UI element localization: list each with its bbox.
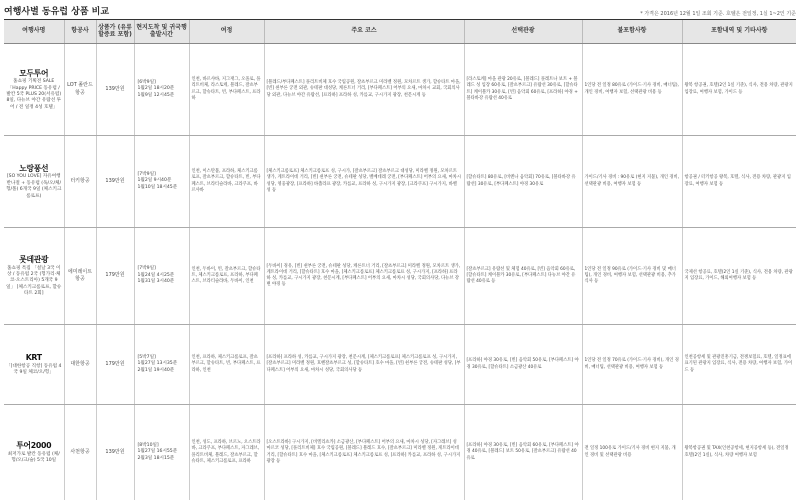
optional-text: [라스토케] 마을 관광 20유로, [블레드] 플레트나 보트 + 블레드 성 입장 60유로, [잘츠부르크] 유람선 30유로, [할슈타트] 케이블카 30유로, [빈] 음악회 60유로, [프라하] 야경 + 블타바강 유람선 40유로 — [466, 77, 578, 101]
course-text: [프라하] 프라하 성, 카를교, 구시가지 광장, 천문시계, [체스키크롬로프] 체스키크롬로프 성, 구시가지, [잘츠부르크] 미라벨 정원, 호헨잘츠부르크 성, [할슈타트] 호수 마을, [빈] 쇤부른 궁전, 슈테판 성당, [부다페스트] 어부의 요새, 마차시 성당, 국회의사당 등 — [266, 355, 461, 373]
product-name: 홈쇼핑 기획전 SALE 「Happy PRICE 동유럽 / 발칸 5국 PLUS 20(서유럽) 8일, 다뉴브 야간 유람선 투어 / 전 일정 4성 호텔」 — [6, 79, 62, 110]
schedule-duration: [8박10일] — [137, 442, 159, 448]
airline-cell: LOT 폴란드항공 — [64, 44, 96, 136]
table-row — [4, 325, 796, 405]
schedule-arrival: 1월2일 18시20분 — [137, 86, 175, 92]
itinerary-text: 인천, 이스탄불, 프라하, 체스키크롬로프, 잘츠부르크, 할슈타트, 빈, 부다페스트, 브라티슬라바, 크라쿠프, 바르샤바 — [191, 169, 261, 193]
itinerary-cell — [189, 405, 264, 500]
excluded-text: 가이드/기사 경비 : 90유로 (현지 지불), 개인 경비, 선택관광 비용, 여행자 보험 등 — [584, 175, 680, 187]
course-text: [블레드/부다페스트] 플리트비체 호수 국립공원, 잘츠부르크 미라벨 정원, 모차르트 생가, 할슈타트 마을, [빈] 쇤부른 궁전 외관, 슈테판 대성당, 케른트너 거리, [부다페스트] 어부의 요새, 마차시 교회, 국회의사당 외관, 다뉴브 야간 유람선, [프라하] 프라하 성, 카를교, 구시가지 광장, 천문시계 등 — [266, 80, 461, 98]
price-cell: 179만원 — [96, 228, 134, 325]
table-row — [4, 44, 796, 136]
schedule-duration: [6박9일] — [137, 79, 156, 85]
product-name: [SO YOU LOVE] 자유여행 반나절 + 동유럽 (독/오/체/헝/폴) 6개국 9일 (체스키크롬로프) — [6, 174, 62, 199]
schedule-cell — [134, 405, 189, 500]
included-text: 항공권 / 터키항공 왕복, 호텔, 식사, 전용 차량, 관광지 입장료, 여행자 보험 등 — [684, 175, 791, 187]
travel-agency-cell — [4, 405, 64, 500]
travel-agency-name: 롯데관광 — [19, 255, 49, 265]
included-text: 인천공항세 및 관광진흥기금, 전쟁보험료, 호텔, 일정표에 표기된 관광지 입장료, 식사, 전용 차량, 여행자 보험, 가이드 등 — [684, 355, 793, 373]
price-cell: 139만원 — [96, 136, 134, 228]
excluded-text: 1인당 전 일정 80유로 (가이드·기사 경비, 매너팁), 개인 경비, 여행자 보험, 선택관광 비용 등 — [584, 83, 679, 95]
schedule-arrival: 1월27일 16시55분 — [137, 449, 178, 455]
schedule-arrival: 1월24일 4시25분 — [137, 272, 175, 278]
schedule-cell — [134, 228, 189, 325]
excluded-cell — [582, 228, 682, 325]
airline-cell: 대한항공 — [64, 325, 96, 405]
included-cell — [682, 405, 796, 500]
product-name: 최저가로 발칸 동유럽 (체/헝/오/크/슬) 5국 10일 — [7, 451, 60, 464]
itinerary-text: 인천, 성도, 프라하, 브르노, 오스트라바, 크라쿠프, 부다페스트, 자그레브, 플리트비체, 블레드, 잘츠부르크, 할슈타트, 체스키크롬로프, 프라하 — [191, 440, 261, 464]
header-price: 상품가 (유류할증료 포함) — [96, 20, 134, 44]
optional-cell — [464, 405, 582, 500]
price-note: * 가격은 2016년 12월 1일 조회 기준. 호텔은 전일정, 1실 1~2인 기준 — [640, 11, 796, 17]
course-text: [오스트라바] 구시가지, [비엘리츠카] 소금광산, [부다페스트] 어부의 요새, 마차시 성당, [자그레브] 성 마르코 성당, [플리트비체] 호수 국립공원, [블레드] 블레드 호수, [잘츠부르크] 미라벨 정원, 게트라이데 거리, [할슈타트] 호수 마을, [체스키크롬로프] 체스키크롬로프 성, [프라하] 카를교, 프라하 성, 구시가지 광장 등 — [266, 440, 461, 464]
itinerary-cell — [189, 228, 264, 325]
airline-cell: 사천항공 — [64, 405, 96, 500]
travel-agency-cell — [4, 228, 64, 325]
course-cell — [264, 405, 464, 500]
included-text: 왕복항공권 및 TAX(인천공항세, 현지공항세 등), 전일정 호텔(2인 1실), 식사, 차량 여행자 보험 — [684, 446, 789, 458]
header-main-course: 주요 코스 — [264, 20, 464, 44]
travel-agency-name: 노랑풍선 — [19, 164, 49, 173]
optional-text: [프라하] 야경 30유로, [빈] 음악회 60유로, [부다페스트] 야경 40유로, [블레드] 보트 50유로, [잘츠부르크] 유람선 40유로 — [466, 443, 579, 461]
header-schedule: 현지도착 및 귀국행 출발시간 — [134, 20, 189, 44]
price-cell: 139만원 — [96, 44, 134, 136]
schedule-cell — [134, 325, 189, 405]
schedule-cell — [134, 44, 189, 136]
included-cell — [682, 44, 796, 136]
header-excluded: 불포함사항 — [582, 20, 682, 44]
itinerary-cell — [189, 325, 264, 405]
header-travel-agency: 여행사명 — [4, 20, 64, 44]
header-airline: 항공사 — [64, 20, 96, 44]
included-cell — [682, 136, 796, 228]
table-row — [4, 405, 796, 500]
title-row — [4, 4, 796, 17]
product-name: 홈쇼핑 특집 「설날 3국 이상 / 동유럽 2국 (헝가리·체코·오스트리아) 5개국 9일」 [체스키크롬로프, 할슈타트 2회] — [6, 265, 62, 297]
course-cell — [264, 136, 464, 228]
optional-text: [프라하] 야경 30유로, [빈] 음악회 50유로, [부다페스트] 야경 30유로, [할슈타트] 소금광산 40유로 — [466, 358, 579, 370]
schedule-departure: 2월1일 19시40분 — [137, 367, 175, 373]
included-cell — [682, 228, 796, 325]
itinerary-text: 인천, 바르샤바, 지그재그, 오올로, 플리트비체, 라스토케, 블레드, 잘츠부르크, 할슈타트, 빈, 부다페스트, 프라하 — [191, 77, 261, 101]
schedule-departure: 1월10일 18시45분 — [137, 184, 178, 190]
price-cell: 139만원 — [96, 405, 134, 500]
header-included: 포함내역 및 기타사항 — [682, 20, 796, 44]
travel-agency-cell — [4, 44, 64, 136]
optional-cell — [464, 44, 582, 136]
excluded-cell — [582, 325, 682, 405]
airline-cell: 에미레이트 항공 — [64, 228, 96, 325]
travel-agency-name: 모두투어 — [19, 68, 49, 78]
schedule-duration: [7박9일] — [137, 266, 156, 272]
schedule-duration: [7박9일] — [137, 171, 156, 177]
schedule-cell — [134, 136, 189, 228]
course-text: [체스키크롬로프] 체스키크롬로프 성, 구시가, [잘츠부르크] 잘츠부르크 대성당, 미라벨 정원, 모차르트 생가, 게트라이데 거리, [빈] 쇤부른 궁전, 슈테판 성당, 벨베데레 궁전, [부다페스트] 어부의 요새, 마차시 성당, 영웅광장, [프라하] 바츨라프 광장, 카를교, 프라하 성, 구시가지 광장, [크라쿠프] 구시가지, 바벨 성 등 — [266, 169, 462, 193]
travel-agency-cell — [4, 136, 64, 228]
excluded-text: 전 일정 100유로 가이드/기사 경비 현지 지불, 개인 경비 및 선택관광 비용 — [584, 446, 676, 458]
airline-cell: 터키항공 — [64, 136, 96, 228]
excluded-cell — [582, 44, 682, 136]
header-row — [4, 20, 796, 44]
excluded-text: 1인당 전 일정 70유로 (가이드·기사 경비), 개인 경비, 매너팁, 선택관광 비용, 여행자 보험 등 — [584, 358, 679, 370]
header-optional-tour: 선택관광 — [464, 20, 582, 44]
excluded-text: 1인당 전 일정 90유로 (가이드·기사 경비 및 매너팁), 개인 경비, 여행자 보험, 선택관광 비용, 추가 식사 등 — [584, 266, 676, 285]
schedule-departure: 1월9일 12시45분 — [137, 92, 175, 98]
itinerary-text: 인천, 두바이, 빈, 잘츠부르크, 할슈타트, 체스키크롬로프, 프라하, 부다페스트, 브라티슬라바, 두바이, 인천 — [191, 266, 261, 285]
schedule-departure: 1월31일 3시40분 — [137, 279, 175, 285]
course-cell — [264, 325, 464, 405]
itinerary-cell — [189, 136, 264, 228]
page-title: 여행사별 동유럽 상품 비교 — [4, 7, 110, 17]
optional-cell — [464, 228, 582, 325]
excluded-cell — [582, 136, 682, 228]
schedule-duration: [5박7일] — [137, 354, 156, 360]
table-row — [4, 228, 796, 325]
optional-cell — [464, 136, 582, 228]
header-itinerary: 여정 — [189, 20, 264, 44]
course-cell — [264, 228, 464, 325]
comparison-table — [4, 19, 796, 500]
travel-agency-name: 투어2000 — [16, 441, 52, 451]
table-row — [4, 136, 796, 228]
course-cell — [264, 44, 464, 136]
course-text: [두바이] 경유, [빈] 쇤부른 궁전, 슈테판 성당, 케른트너 거리, [잘츠부르크] 미라벨 정원, 모차르트 생가, 게트라이데 거리, [할슈타트] 호수 마을, [체스키크롬로프] 체스키크롬로프 성, 구시가지, [프라하] 프라하 성, 카를교, 구시가지 광장, 천문시계, [부다페스트] 어부의 요새, 마차시 성당, 국회의사당, 다뉴브 강변 야경 등 — [266, 263, 461, 288]
travel-agency-cell — [4, 325, 64, 405]
included-text: 왕복 항공권, 호텔(2인 1실 기준), 식사, 전용 차량, 관광지 입장료, 여행자 보험, 가이드 등 — [684, 83, 793, 95]
itinerary-text: 인천, 프라하, 체스키크롬로프, 잘츠부르크, 할슈타트, 빈, 부다페스트, 프라하, 인천 — [191, 355, 261, 373]
travel-agency-name: KRT — [25, 353, 42, 363]
schedule-arrival: 1월27일 13시35분 — [137, 361, 178, 367]
itinerary-cell — [189, 44, 264, 136]
optional-cell — [464, 325, 582, 405]
optional-text: [잘츠부르크] 유람선 및 체험 40유로, [빈] 음악회 60유로, [할슈타트] 케이블카 30유로, [부다페스트] 다뉴브 야간 유람선 40유로 등 — [466, 266, 576, 285]
product-name: 「[대한항공 직항] 동유럽 4국 9일 체코/오/헝」 — [6, 363, 62, 376]
excluded-cell — [582, 405, 682, 500]
schedule-departure: 2월3일 18시15분 — [137, 455, 175, 461]
price-cell: 179만원 — [96, 325, 134, 405]
schedule-arrival: 1월2일 9시40분 — [137, 178, 172, 184]
optional-text: [할슈타트] 80유로, [비엔나 음악회] 70유로, [블타바강 유람선] 30유로, [부다페스트] 야경 30유로 — [466, 175, 576, 187]
included-cell — [682, 325, 796, 405]
included-text: 국제선 항공료, 호텔(2인 1실 기준), 식사, 전용 차량, 관광지 입장료, 가이드, 해외여행자 보험 등 — [684, 269, 793, 281]
